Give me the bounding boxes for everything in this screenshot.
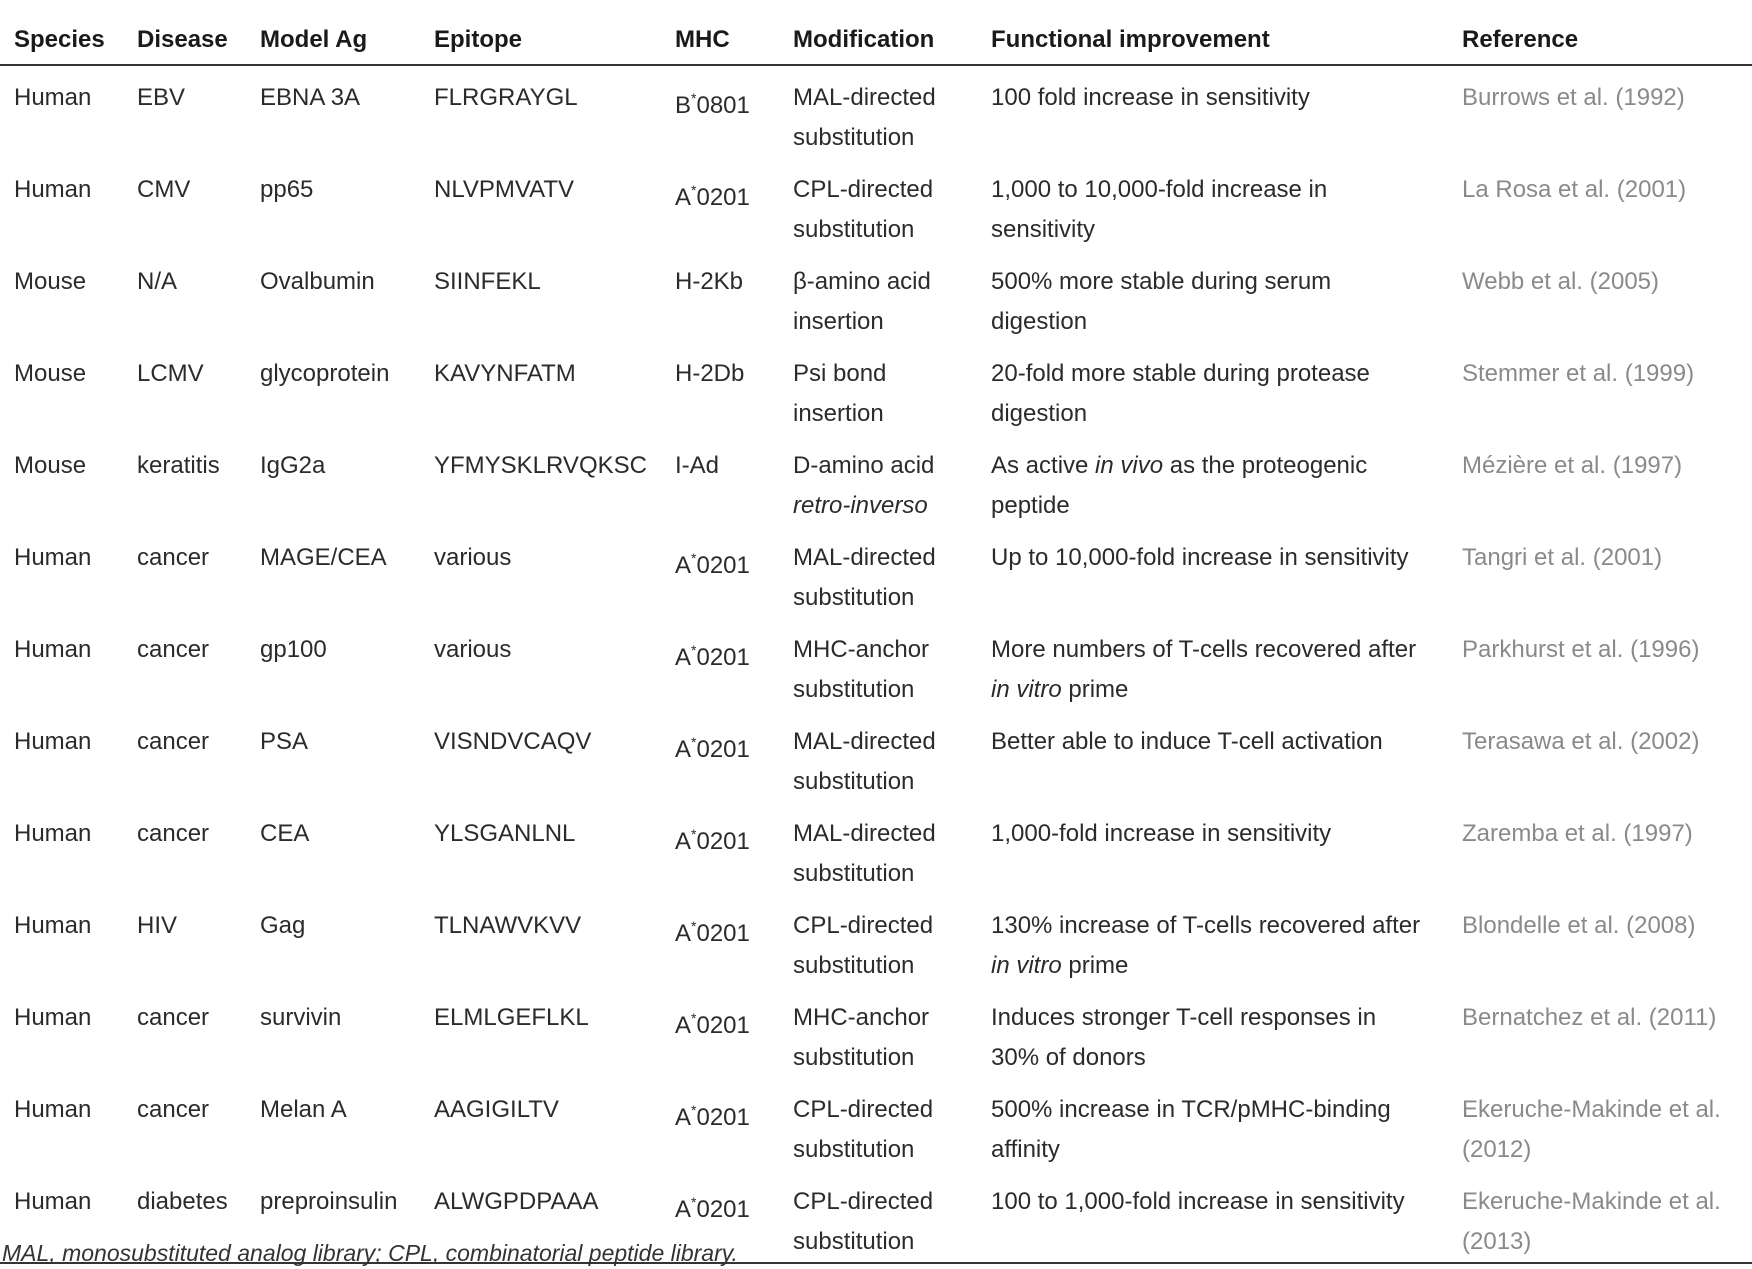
cell-model-ag	[246, 342, 420, 434]
mhc-allele-text: A	[675, 1196, 692, 1223]
species-text: Mouse	[14, 360, 87, 387]
cell-functional-improvement	[977, 802, 1448, 894]
cell-model-ag	[246, 434, 420, 526]
table-row	[0, 618, 1752, 710]
species-text: Human	[14, 1188, 92, 1215]
modification-line-1: Psi bond	[793, 360, 887, 387]
function-line-1: 130% increase of T-cells recovered after	[991, 912, 1421, 939]
header-disease: Disease	[123, 18, 246, 65]
reference-line-1: Parkhurst et al. (1996)	[1462, 636, 1700, 663]
cell-reference	[1448, 342, 1752, 434]
cell-modification	[779, 894, 977, 986]
reference-line-2: (2013)	[1462, 1228, 1532, 1255]
table-row	[0, 986, 1752, 1078]
function-text: As active	[991, 452, 1096, 479]
mhc-allele-number: 0201	[696, 1104, 750, 1131]
disease-text: LCMV	[137, 360, 204, 387]
cell-mhc	[661, 342, 779, 434]
species-text: Human	[14, 636, 92, 663]
model-ag-text: Ovalbumin	[260, 268, 375, 295]
modification-line-1: MHC-anchor	[793, 1004, 930, 1031]
function-line-1: 20-fold more stable during protease	[991, 360, 1370, 387]
table-header	[0, 18, 1752, 65]
cell-reference	[1448, 802, 1752, 894]
function-line-2: peptide	[991, 492, 1070, 519]
model-ag-text: pp65	[260, 176, 314, 203]
modification-line-2: insertion	[793, 400, 884, 427]
reference-line-1: La Rosa et al. (2001)	[1462, 176, 1687, 203]
function-italic: in vivo	[1095, 452, 1164, 479]
modification-line-1: CPL-directed	[793, 912, 934, 939]
cell-species	[0, 1078, 123, 1170]
modification-line-2: substitution	[793, 1044, 915, 1071]
mhc-allele-text: A	[675, 828, 692, 855]
cell-reference	[1448, 526, 1752, 618]
cell-disease	[123, 894, 246, 986]
disease-text: cancer	[137, 728, 210, 755]
cell-model-ag	[246, 250, 420, 342]
mhc-allele-text: A	[675, 736, 692, 763]
cell-functional-improvement	[977, 1170, 1448, 1263]
cell-functional-improvement	[977, 526, 1448, 618]
reference-line-1: Terasawa et al. (2002)	[1462, 728, 1700, 755]
table-row	[0, 158, 1752, 250]
function-line-1: Up to 10,000-fold increase in sensitivity	[991, 544, 1409, 571]
modification-line-2: retro-inverso	[793, 492, 928, 519]
mhc-allele-text: H-2Db	[675, 360, 745, 387]
cell-modification	[779, 986, 977, 1078]
table-row	[0, 710, 1752, 802]
species-text: Human	[14, 176, 92, 203]
cell-modification	[779, 802, 977, 894]
model-ag-text: MAGE/CEA	[260, 544, 387, 571]
cell-epitope	[420, 526, 661, 618]
cell-epitope	[420, 894, 661, 986]
epitope-text: VISNDVCAQV	[434, 728, 592, 755]
cell-mhc	[661, 618, 779, 710]
reference-line-1: Blondelle et al. (2008)	[1462, 912, 1696, 939]
modification-line-1: MHC-anchor	[793, 636, 930, 663]
function-line-2: digestion	[991, 400, 1088, 427]
mhc-allele-text: I-Ad	[675, 452, 720, 479]
epitope-text: various	[434, 636, 512, 663]
function-line-2: digestion	[991, 308, 1088, 335]
header-model-ag: Model Ag	[246, 18, 420, 65]
cell-reference	[1448, 1078, 1752, 1170]
epitope-text: TLNAWVKVV	[434, 912, 582, 939]
function-line-1: Better able to induce T-cell activation	[991, 728, 1383, 755]
reference-line-1: Burrows et al. (1992)	[1462, 84, 1685, 111]
cell-disease	[123, 342, 246, 434]
cell-reference	[1448, 65, 1752, 158]
cell-functional-improvement	[977, 1078, 1448, 1170]
cell-reference	[1448, 894, 1752, 986]
table-footnote: MAL, monosubstituted analog library; CPL, combinatorial peptide library.	[2, 1240, 738, 1266]
disease-text: EBV	[137, 84, 186, 111]
modification-line-1: CPL-directed	[793, 176, 934, 203]
function-italic: in vitro	[991, 676, 1062, 703]
cell-epitope	[420, 250, 661, 342]
model-ag-text: Gag	[260, 912, 306, 939]
cell-functional-improvement	[977, 986, 1448, 1078]
cell-modification	[779, 1170, 977, 1263]
cell-mhc	[661, 1078, 779, 1170]
epitope-text: ELMLGEFLKL	[434, 1004, 589, 1031]
function-line-1: 500% increase in TCR/pMHC-binding	[991, 1096, 1391, 1123]
table-row	[0, 65, 1752, 158]
cell-model-ag	[246, 802, 420, 894]
cell-species	[0, 710, 123, 802]
cell-disease	[123, 65, 246, 158]
mhc-asterisk: *	[691, 90, 697, 106]
cell-disease	[123, 526, 246, 618]
epitope-text: FLRGRAYGL	[434, 84, 578, 111]
mhc-asterisk: *	[691, 918, 697, 934]
model-ag-text: Melan A	[260, 1096, 347, 1123]
cell-epitope	[420, 434, 661, 526]
reference-line-2: (2012)	[1462, 1136, 1532, 1163]
modification-line-2: substitution	[793, 1228, 915, 1255]
cell-disease	[123, 250, 246, 342]
mhc-asterisk: *	[691, 826, 697, 842]
cell-model-ag	[246, 986, 420, 1078]
disease-text: cancer	[137, 636, 210, 663]
cell-modification	[779, 250, 977, 342]
cell-modification	[779, 710, 977, 802]
cell-modification	[779, 526, 977, 618]
modification-line-1: MAL-directed	[793, 544, 936, 571]
modification-line-2: substitution	[793, 860, 915, 887]
mhc-allele-number: 0201	[696, 184, 750, 211]
modification-line-2: substitution	[793, 1136, 915, 1163]
mhc-allele-number: 0201	[696, 552, 750, 579]
cell-species	[0, 894, 123, 986]
epitope-text: KAVYNFATM	[434, 360, 576, 387]
modification-line-2: substitution	[793, 584, 915, 611]
epitope-text: NLVPMVATV	[434, 176, 575, 203]
disease-text: cancer	[137, 820, 210, 847]
mhc-allele-number: 0801	[696, 92, 750, 119]
modification-line-1: β-amino acid	[793, 268, 931, 295]
cell-modification	[779, 1078, 977, 1170]
cell-functional-improvement	[977, 65, 1448, 158]
species-text: Mouse	[14, 268, 87, 295]
cell-reference	[1448, 434, 1752, 526]
mhc-asterisk: *	[691, 550, 697, 566]
cell-epitope	[420, 618, 661, 710]
mhc-asterisk: *	[691, 1010, 697, 1026]
disease-text: cancer	[137, 1004, 210, 1031]
cell-functional-improvement	[977, 158, 1448, 250]
cell-mhc	[661, 65, 779, 158]
mhc-allele-text: A	[675, 1104, 692, 1131]
function-line-2: affinity	[991, 1136, 1060, 1163]
modification-line-2: insertion	[793, 308, 884, 335]
cell-functional-improvement	[977, 342, 1448, 434]
mhc-allele-text: A	[675, 1012, 692, 1039]
mhc-asterisk: *	[691, 1194, 697, 1210]
model-ag-text: IgG2a	[260, 452, 326, 479]
cell-modification	[779, 65, 977, 158]
cell-disease	[123, 802, 246, 894]
epitope-text: AAGIGILTV	[434, 1096, 559, 1123]
cell-model-ag	[246, 1078, 420, 1170]
cell-species	[0, 618, 123, 710]
cell-epitope	[420, 1078, 661, 1170]
table-row	[0, 342, 1752, 434]
cell-functional-improvement	[977, 894, 1448, 986]
mhc-asterisk: *	[691, 1102, 697, 1118]
function-line-1: 100 to 1,000-fold increase in sensitivity	[991, 1188, 1405, 1215]
peptide-modification-table	[0, 18, 1752, 1264]
disease-text: HIV	[137, 912, 178, 939]
function-line-1: 100 fold increase in sensitivity	[991, 84, 1310, 111]
modification-line-1: CPL-directed	[793, 1188, 934, 1215]
cell-model-ag	[246, 158, 420, 250]
species-text: Mouse	[14, 452, 87, 479]
reference-line-1: Ekeruche-Makinde et al.	[1462, 1096, 1721, 1123]
cell-mhc	[661, 710, 779, 802]
cell-disease	[123, 986, 246, 1078]
header-epitope: Epitope	[420, 18, 661, 65]
table-row	[0, 434, 1752, 526]
species-text: Human	[14, 820, 92, 847]
cell-modification	[779, 434, 977, 526]
mhc-allele-text: H-2Kb	[675, 268, 744, 295]
function-text: as the proteogenic	[1163, 452, 1368, 479]
modification-line-1: MAL-directed	[793, 820, 936, 847]
function-line-1: Induces stronger T-cell responses in	[991, 1004, 1377, 1031]
cell-disease	[123, 710, 246, 802]
species-text: Human	[14, 912, 92, 939]
table-row	[0, 1078, 1752, 1170]
cell-disease	[123, 1078, 246, 1170]
mhc-allele-text: A	[675, 184, 692, 211]
function-line-2: sensitivity	[991, 216, 1096, 243]
cell-modification	[779, 342, 977, 434]
reference-line-1: Stemmer et al. (1999)	[1462, 360, 1695, 387]
reference-line-1: Tangri et al. (2001)	[1462, 544, 1663, 571]
mhc-allele-text: A	[675, 644, 692, 671]
species-text: Human	[14, 728, 92, 755]
mhc-allele-number: 0201	[696, 1196, 750, 1223]
reference-line-1: Zaremba et al. (1997)	[1462, 820, 1693, 847]
epitope-text: YFMYSKLRVQKSC	[434, 452, 647, 479]
modification-line-1: CPL-directed	[793, 1096, 934, 1123]
cell-epitope	[420, 802, 661, 894]
modification-line-2: substitution	[793, 124, 915, 151]
mhc-asterisk: *	[691, 734, 697, 750]
cell-model-ag	[246, 894, 420, 986]
header-mhc: MHC	[661, 18, 779, 65]
disease-text: N/A	[137, 268, 178, 295]
mhc-allele-text: A	[675, 920, 692, 947]
cell-model-ag	[246, 65, 420, 158]
table-row	[0, 802, 1752, 894]
modification-line-1: MAL-directed	[793, 728, 936, 755]
cell-functional-improvement	[977, 618, 1448, 710]
epitope-text: YLSGANLNL	[434, 820, 576, 847]
cell-reference	[1448, 1170, 1752, 1263]
function-line-2: 30% of donors	[991, 1044, 1146, 1071]
cell-functional-improvement	[977, 250, 1448, 342]
cell-disease	[123, 618, 246, 710]
reference-line-1: Mézière et al. (1997)	[1462, 452, 1683, 479]
mhc-allele-text: B	[675, 92, 692, 119]
modification-line-2: substitution	[793, 676, 915, 703]
cell-species	[0, 802, 123, 894]
cell-reference	[1448, 158, 1752, 250]
cell-reference	[1448, 618, 1752, 710]
model-ag-text: preproinsulin	[260, 1188, 398, 1215]
reference-line-1: Ekeruche-Makinde et al.	[1462, 1188, 1721, 1215]
header-species: Species	[0, 18, 123, 65]
cell-epitope	[420, 986, 661, 1078]
disease-text: cancer	[137, 544, 210, 571]
cell-mhc	[661, 158, 779, 250]
table-body	[0, 65, 1752, 1263]
cell-reference	[1448, 986, 1752, 1078]
cell-species	[0, 158, 123, 250]
cell-epitope	[420, 158, 661, 250]
cell-model-ag	[246, 526, 420, 618]
header-modification: Modification	[779, 18, 977, 65]
model-ag-text: survivin	[260, 1004, 342, 1031]
model-ag-text: PSA	[260, 728, 309, 755]
cell-epitope	[420, 342, 661, 434]
cell-mhc	[661, 434, 779, 526]
epitope-text: ALWGPDPAAA	[434, 1188, 599, 1215]
header-reference: Reference	[1448, 18, 1752, 65]
mhc-allele-text: A	[675, 552, 692, 579]
mhc-asterisk: *	[691, 642, 697, 658]
epitope-text: various	[434, 544, 512, 571]
cell-epitope	[420, 710, 661, 802]
header-row	[0, 18, 1752, 65]
cell-epitope	[420, 65, 661, 158]
cell-model-ag	[246, 710, 420, 802]
cell-reference	[1448, 250, 1752, 342]
cell-modification	[779, 158, 977, 250]
cell-species	[0, 986, 123, 1078]
cell-functional-improvement	[977, 434, 1448, 526]
cell-disease	[123, 434, 246, 526]
disease-text: cancer	[137, 1096, 210, 1123]
mhc-asterisk: *	[691, 182, 697, 198]
disease-text: keratitis	[137, 452, 220, 479]
function-line-2: prime	[1061, 676, 1129, 703]
species-text: Human	[14, 544, 92, 571]
modification-line-2: substitution	[793, 216, 915, 243]
cell-mhc	[661, 250, 779, 342]
cell-species	[0, 342, 123, 434]
cell-disease	[123, 158, 246, 250]
model-ag-text: CEA	[260, 820, 310, 847]
function-line-2: prime	[1061, 952, 1129, 979]
function-line-1: 1,000 to 10,000-fold increase in	[991, 176, 1328, 203]
function-italic: in vitro	[991, 952, 1062, 979]
disease-text: CMV	[137, 176, 191, 203]
table-row	[0, 250, 1752, 342]
reference-line-1: Bernatchez et al. (2011)	[1462, 1004, 1717, 1031]
mhc-allele-number: 0201	[696, 828, 750, 855]
cell-species	[0, 250, 123, 342]
modification-line-2: substitution	[793, 952, 915, 979]
mhc-allele-number: 0201	[696, 920, 750, 947]
species-text: Human	[14, 1096, 92, 1123]
cell-mhc	[661, 526, 779, 618]
modification-line-2: substitution	[793, 768, 915, 795]
model-ag-text: gp100	[260, 636, 327, 663]
mhc-allele-number: 0201	[696, 736, 750, 763]
model-ag-text: glycoprotein	[260, 360, 390, 387]
cell-species	[0, 526, 123, 618]
mhc-allele-number: 0201	[696, 644, 750, 671]
header-functional-improvement: Functional improvement	[977, 18, 1448, 65]
table-row	[0, 894, 1752, 986]
modification-line-1: MAL-directed	[793, 84, 936, 111]
function-line-1: 500% more stable during serum	[991, 268, 1332, 295]
disease-text: diabetes	[137, 1188, 228, 1215]
cell-mhc	[661, 802, 779, 894]
cell-modification	[779, 618, 977, 710]
cell-model-ag	[246, 618, 420, 710]
cell-species	[0, 434, 123, 526]
species-text: Human	[14, 84, 92, 111]
mhc-allele-number: 0201	[696, 1012, 750, 1039]
modification-line-1: D-amino acid	[793, 452, 935, 479]
function-line-1: 1,000-fold increase in sensitivity	[991, 820, 1332, 847]
cell-functional-improvement	[977, 710, 1448, 802]
cell-species	[0, 65, 123, 158]
cell-reference	[1448, 710, 1752, 802]
cell-mhc	[661, 894, 779, 986]
species-text: Human	[14, 1004, 92, 1031]
table-row	[0, 526, 1752, 618]
cell-mhc	[661, 986, 779, 1078]
reference-line-1: Webb et al. (2005)	[1462, 268, 1660, 295]
epitope-text: SIINFEKL	[434, 268, 541, 295]
function-line-1: More numbers of T-cells recovered after	[991, 636, 1417, 663]
model-ag-text: EBNA 3A	[260, 84, 361, 111]
